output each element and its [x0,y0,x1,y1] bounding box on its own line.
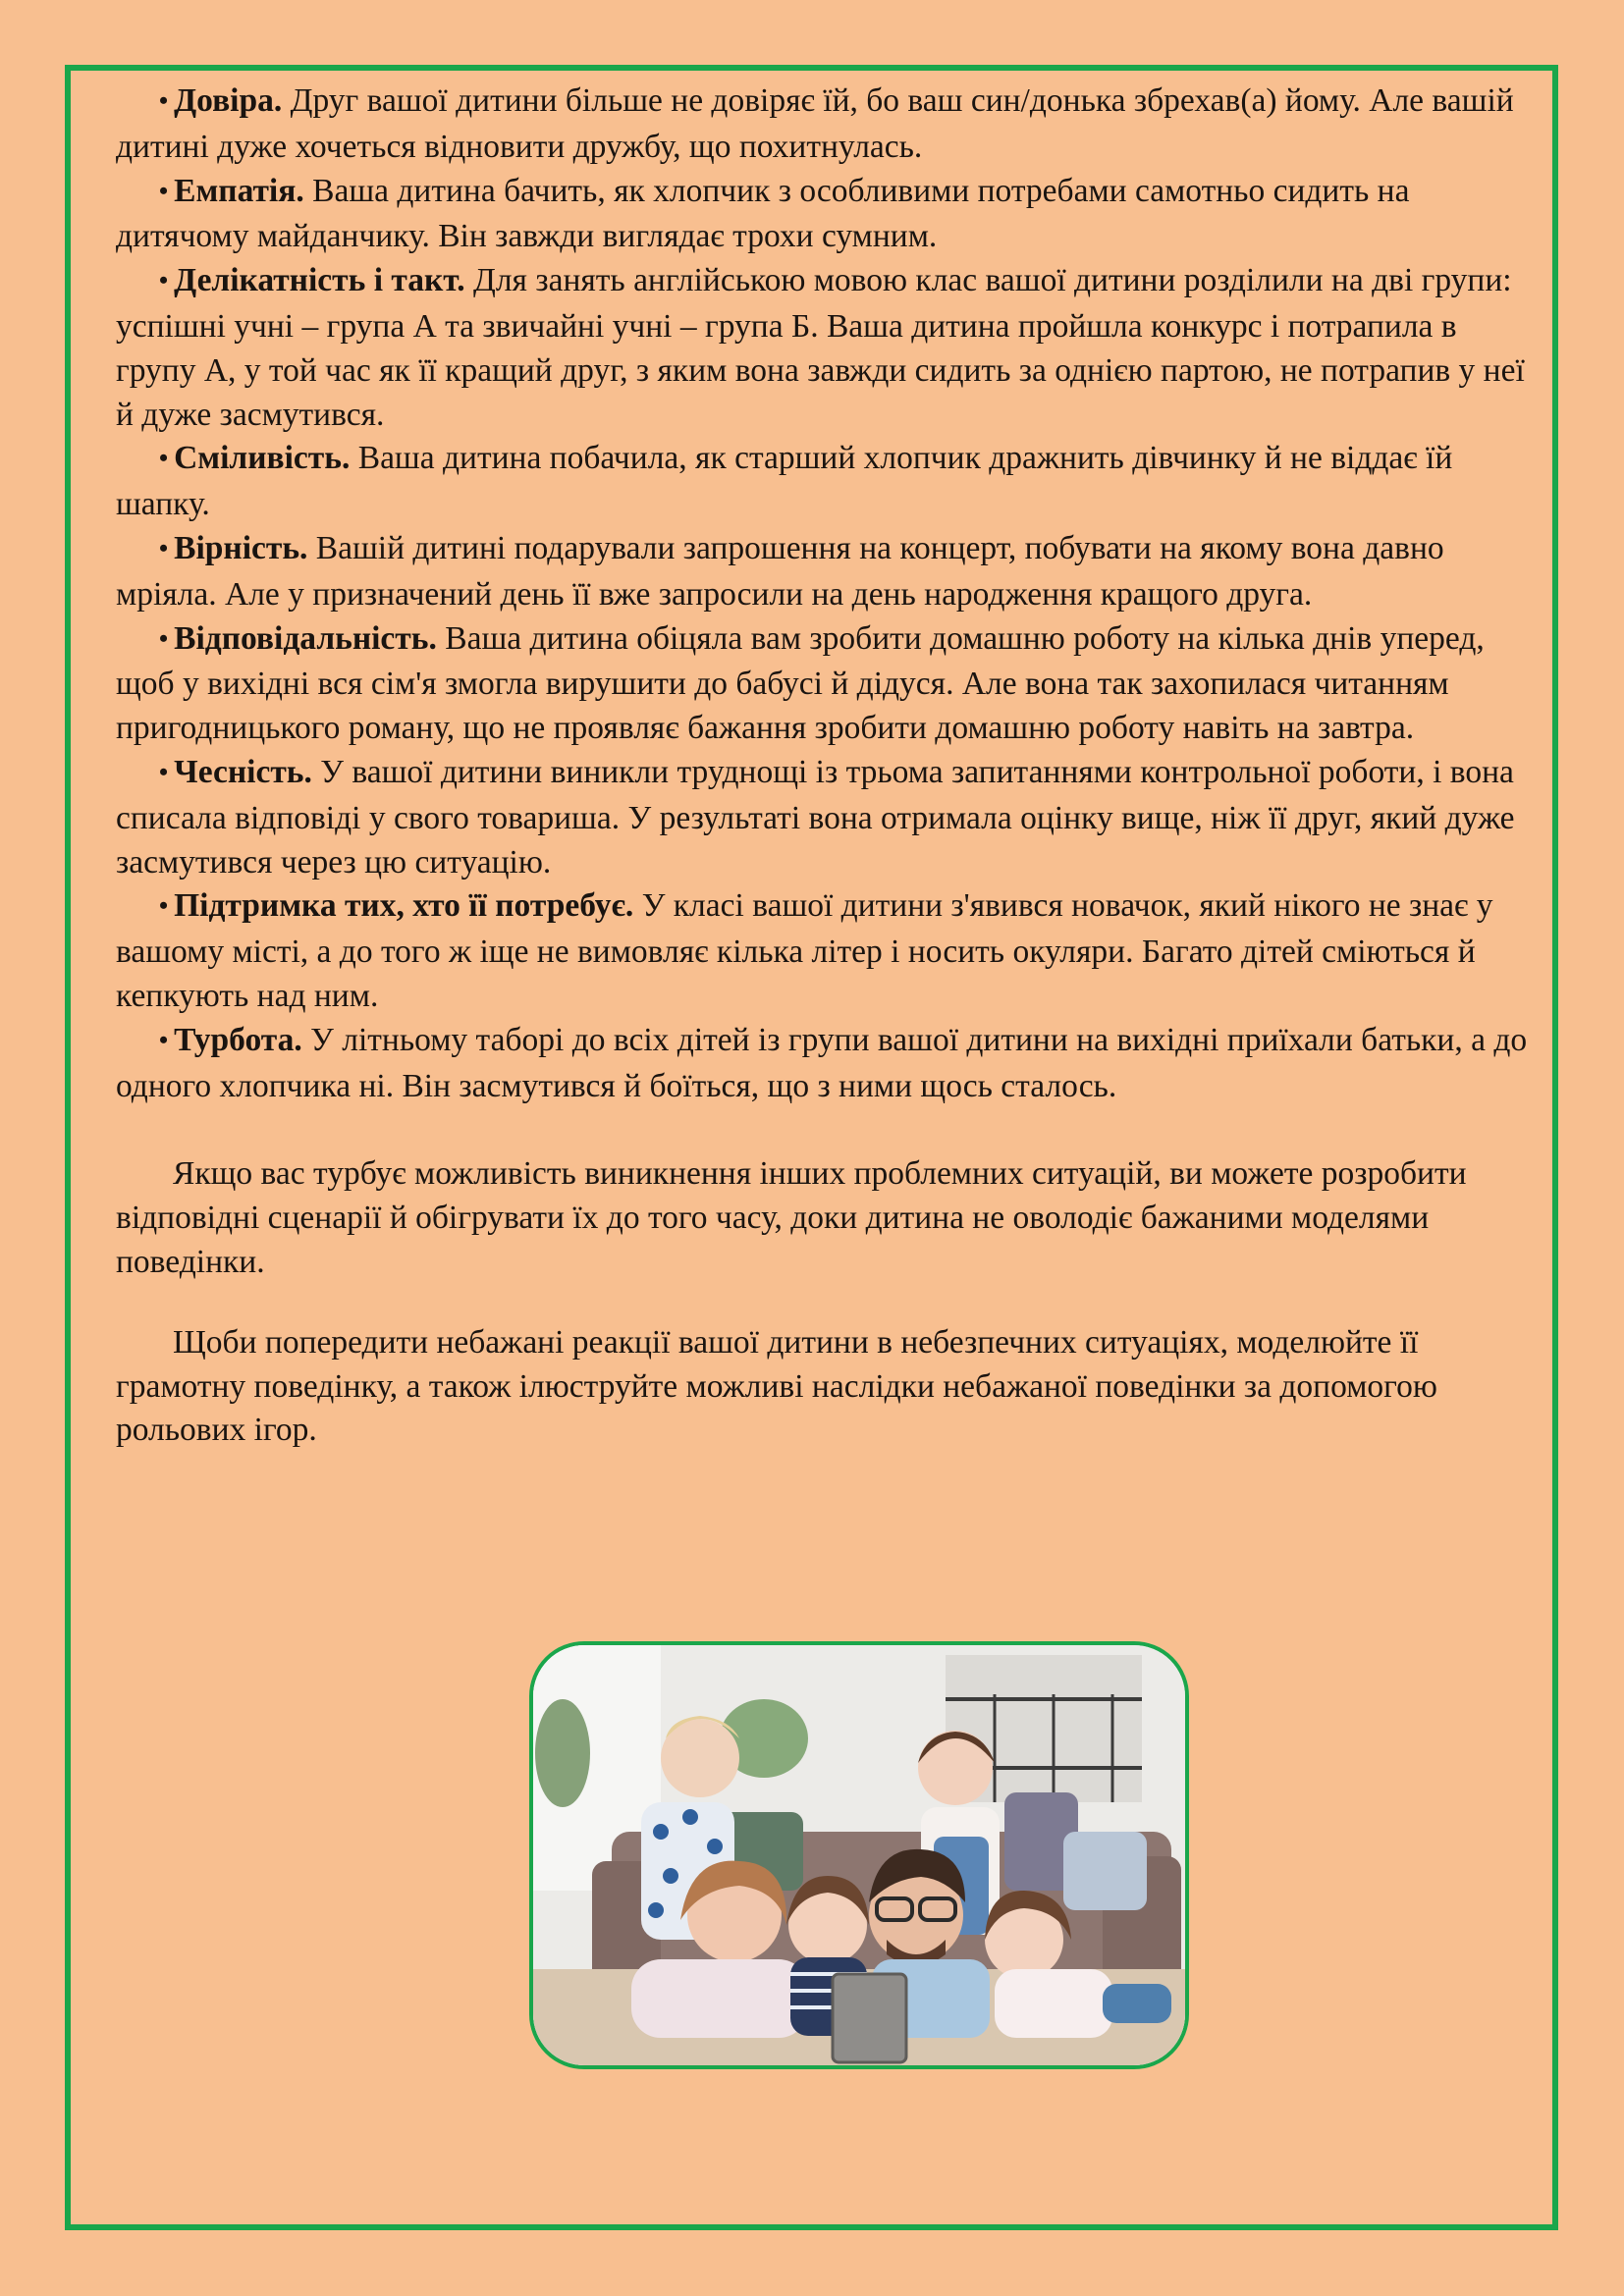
item-text: Друг вашої дитини більше не довіряє їй, бо ваш син/донька збрехав(а) йому. Але вашій дитині дуже хочеться відновити дружбу, що похитнулась. [116,82,1514,165]
item-text: У класі вашої дитини з'явився новачок, який нікого не знає у вашому місті, а до того ж іще не вимовляє кілька літер і носить окуляри. Багато дітей сміються й кепкують над ним. [116,887,1493,1014]
family-with-tablet-photo-icon [533,1645,1185,2065]
list-item-responsibility [116,617,1535,751]
bullet-icon: • [159,86,169,115]
item-title: Чесність. [174,753,312,790]
family-photo [529,1641,1189,2069]
item-title: Підтримка тих, хто її потребує. [174,887,634,925]
item-title: Емпатія. [174,172,304,209]
bullet-icon: • [159,444,169,473]
document-body [116,80,1535,1453]
bullet-icon: • [159,757,169,786]
item-title: Турбота. [174,1021,302,1058]
scenario-list [116,80,1535,1108]
item-title: Сміливість. [174,440,351,477]
list-item-empathy [116,170,1535,260]
item-text: Ваша дитина бачить, як хлопчик з особливими потребами самотньо сидить на дитячому майданчику. Він завжди виглядає трохи сумним. [116,172,1410,255]
bullet-icon: • [159,533,169,562]
list-item-trust [116,80,1535,170]
bullet-icon: • [159,623,169,653]
list-item-care [116,1019,1535,1109]
item-text: У літньому таборі до всіх дітей із групи вашої дитини на вихідні приїхали батьки, а до одного хлопчика ні. Він засмутився й боїться, що з ними щось сталось. [116,1021,1528,1104]
item-text: Вашій дитині подарували запрошення на концерт, побувати на якому вона давно мріяла. Але у призначений день її вже запросили на день народження кращого друга. [116,529,1444,613]
item-title: Довіра. [174,82,283,119]
item-title: Вірність. [174,529,308,566]
item-title: Делікатність і такт. [174,262,465,299]
item-text: Ваша дитина побачила, як старший хлопчик дражнить дівчинку й не віддає їй шапку. [116,440,1453,523]
bullet-icon: • [159,266,169,295]
item-title: Відповідальність. [174,619,437,657]
item-text: Для занять англійською мовою клас вашої дитини розділили на дві групи: успішні учні – група А та звичайні учні – група Б. Ваша дитина пройшла конкурс і потрапила в групу А, у той час як її кращий друг, з яким вона завжди сидить за однією партою, не потрапив у неї й дуже засмутився. [116,262,1525,433]
bullet-icon: • [159,891,169,921]
bullet-icon: • [159,1025,169,1054]
bullet-icon: • [159,176,169,205]
list-item-tact [116,259,1535,437]
paragraph-role-play: Щоби попередити небажані реакції вашої дитини в небезпечних ситуаціях, моделюйте її грамотну поведінку, а також ілюструйте можливі наслідки небажаної поведінки за допомогою рольових ігор. [116,1323,1437,1449]
item-text: У вашої дитини виникли труднощі із трьома запитаннями контрольної роботи, і вона списала відповіді у свого товариша. У результаті вона отримала оцінку вище, ніж її друг, який дуже засмутився через цю ситуацію. [116,753,1515,881]
list-item-loyalty [116,527,1535,617]
list-item-support [116,884,1535,1018]
list-item-courage [116,437,1535,527]
paragraph-scenarios: Якщо вас турбує можливість виникнення інших проблемних ситуацій, ви можете розробити відповідні сценарії й обігрувати їх до того часу, доки дитина не оволодіє бажаними моделями поведінки. [116,1155,1467,1280]
item-text: Ваша дитина обіцяла вам зробити домашню роботу на кілька днів уперед, щоб у вихідні вся сім'я змогла вирушити до бабусі й дідуся. Але вона так захопилася читанням пригодницького роману, що не проявляє бажання зробити домашню роботу навіть на завтра. [116,619,1485,747]
list-item-honesty [116,751,1535,884]
